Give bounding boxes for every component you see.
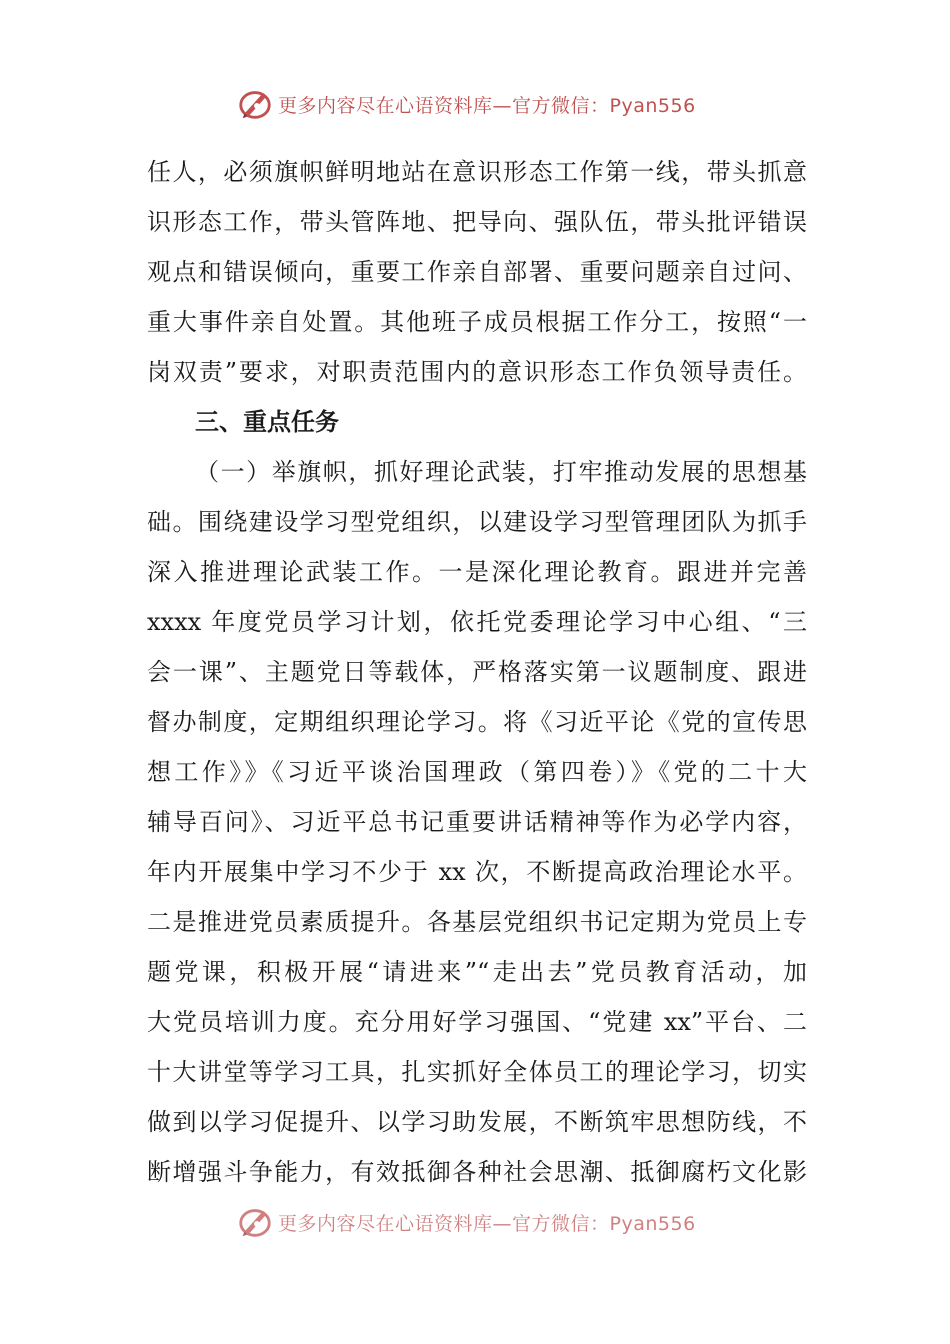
text-line: 重大事件亲自处置。其他班子成员根据工作分工，按照“一 (147, 308, 807, 336)
text-line: 础。围绕建设学习型党组织，以建设学习型管理团队为抓手 (147, 508, 807, 536)
watermark-text: 更多内容尽在心语资料库—官方微信：Pyan556 (278, 94, 696, 117)
watermark-text: 更多内容尽在心语资料库—官方微信：Pyan556 (278, 1212, 696, 1235)
pen-logo-icon (236, 1203, 274, 1241)
section-heading: 三、重点任务 (195, 408, 339, 436)
text-line: 督办制度，定期组织理论学习。将《习近平论《党的宣传思 (147, 708, 807, 736)
text-line: 想工作》》《习近平谈治国理政（第四卷）》《党的二十大 (147, 758, 807, 786)
text-line: 观点和错误倾向，重要工作亲自部署、重要问题亲自过问、 (147, 258, 807, 286)
text-line: （一）举旗帜，抓好理论武装，打牢推动发展的思想基 (195, 458, 807, 486)
text-line: 断增强斗争能力，有效抵御各种社会思潮、抵御腐朽文化影 (147, 1158, 807, 1186)
document-body (147, 147, 807, 1197)
text-line: 任人，必须旗帜鲜明地站在意识形态工作第一线，带头抓意 (147, 158, 807, 186)
pen-logo-icon (236, 85, 274, 123)
text-line: 辅导百问》、习近平总书记重要讲话精神等作为必学内容， (147, 808, 807, 836)
paragraph-task-one (147, 447, 807, 1197)
watermark-header (236, 84, 756, 124)
paragraph-intro (147, 147, 807, 397)
text-line: 深入推进理论武装工作。一是深化理论教育。跟进并完善 (147, 558, 807, 586)
text-line: 做到以学习促提升、以学习助发展，不断筑牢思想防线，不 (147, 1108, 807, 1136)
text-line: 题党课，积极开展“请进来”“走出去”党员教育活动，加 (147, 958, 807, 986)
watermark-footer (236, 1202, 756, 1242)
text-line: xxxx 年度党员学习计划，依托党委理论学习中心组、“三 (147, 608, 807, 636)
text-line: 岗双责”要求，对职责范围内的意识形态工作负领导责任。 (147, 358, 807, 386)
text-line: 年内开展集中学习不少于 xx 次，不断提高政治理论水平。 (147, 858, 807, 886)
text-line: 十大讲堂等学习工具，扎实抓好全体员工的理论学习，切实 (147, 1058, 807, 1086)
text-line: 识形态工作，带头管阵地、把导向、强队伍，带头批评错误 (147, 208, 807, 236)
text-line: 二是推进党员素质提升。各基层党组织书记定期为党员上专 (147, 908, 807, 936)
text-line: 大党员培训力度。充分用好学习强国、“党建 xx”平台、二 (147, 1008, 807, 1036)
text-line: 会一课”、主题党日等载体，严格落实第一议题制度、跟进 (147, 658, 807, 686)
